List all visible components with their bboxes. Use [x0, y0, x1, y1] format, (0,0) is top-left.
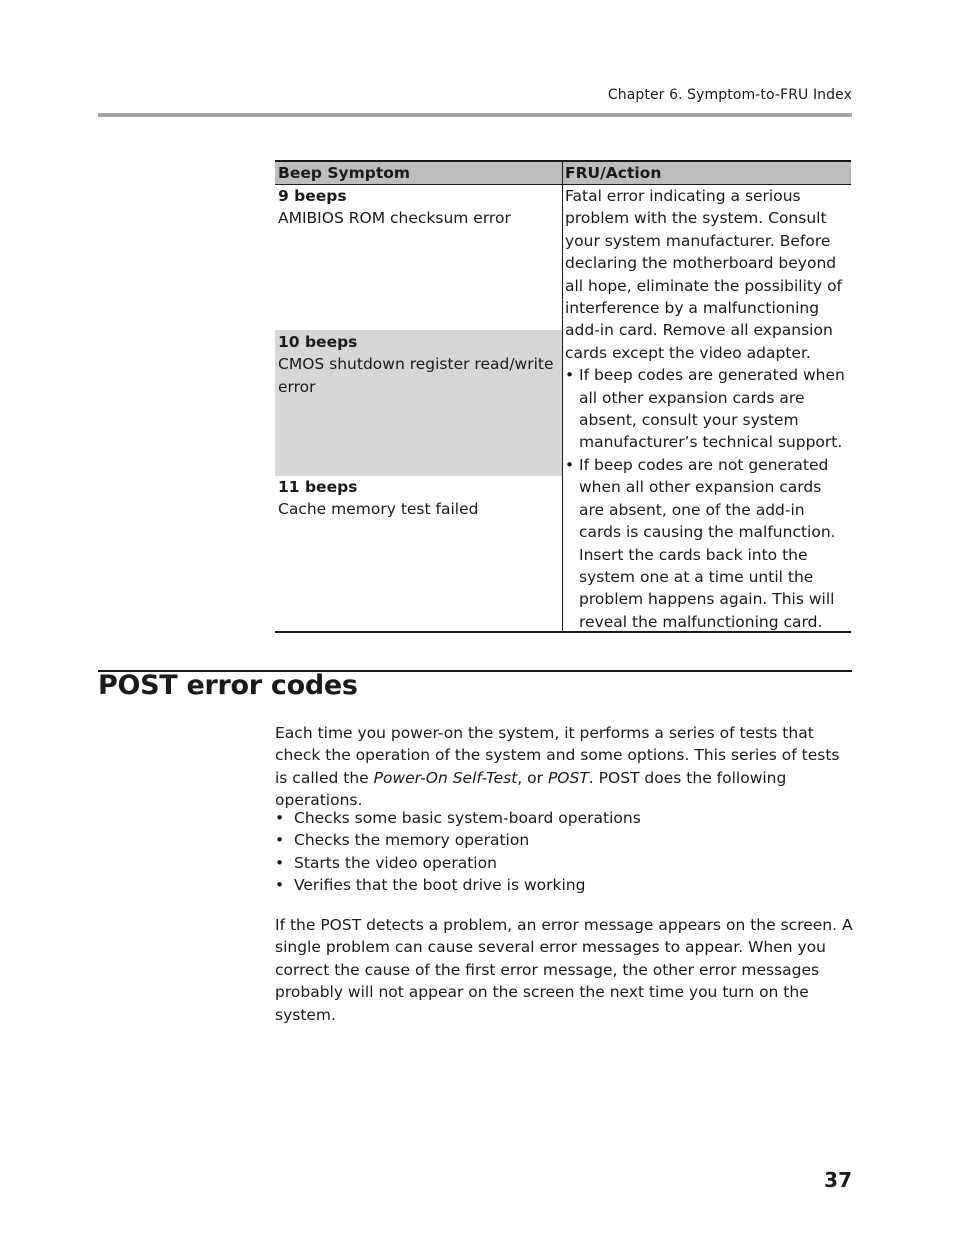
action-description: Fatal error indicating a serious problem with the system. Consult your system manufacturer. Before declaring the motherboard beyond all hope, eliminate the possibility of interference by a malfunctioning add-in card. Remove all expansion cards except the video adapter. — [565, 187, 843, 362]
table-row — [275, 185, 562, 330]
intro-text: , or — [517, 768, 548, 787]
list-item: • Checks some basic system-board operations — [275, 807, 641, 829]
table-row — [275, 476, 562, 622]
post-operations-list — [275, 807, 641, 897]
table-row — [275, 330, 562, 476]
intro-term-post: POST — [547, 768, 589, 787]
beep-symptom: CMOS shutdown register read/write error — [278, 355, 554, 396]
column-header-fru-action: FRU/Action — [565, 164, 662, 182]
beep-symptom-table — [275, 160, 851, 633]
list-item: • Starts the video operation — [275, 852, 641, 874]
beep-count: 10 beeps — [278, 333, 358, 351]
beep-symptom: Cache memory test failed — [278, 500, 479, 519]
list-item: • Checks the memory operation — [275, 829, 641, 851]
intro-term-power-on-self-test: Power-On Self-Test — [373, 768, 518, 787]
list-item: • If beep codes are not generated when all other expansion cards are absent, one of the add-in cards is causing the malfunction. Insert the cards back into the system one at a time until the problem happens again. This will reveal the malfunctioning card. — [565, 454, 849, 633]
fru-action-column — [563, 185, 851, 631]
list-item: • Verifies that the boot drive is working — [275, 874, 641, 896]
list-item: • If beep codes are generated when all other expansion cards are absent, consult your system manufacturer’s technical support. — [565, 364, 849, 454]
action-bullet-list — [565, 364, 849, 633]
running-header: Chapter 6. Symptom-to-FRU Index — [607, 87, 852, 103]
closing-paragraph: If the POST detects a problem, an error message appears on the screen. A single problem can cause several error messages to appear. When you correct the cause of the first error message, the other error messages probably will not appear on the screen the next time you turn on the system. — [275, 916, 853, 1024]
intro-text: Each time you power-on the system, it performs a series of tests that check the operation of the system and some options. This series of tests is called the — [275, 724, 840, 787]
beep-count: 11 beeps — [278, 478, 358, 496]
intro-text: . POST does the following operations. — [275, 768, 787, 810]
table-header-row — [275, 162, 851, 185]
beep-symptom-column — [275, 185, 563, 631]
page-number: 37 — [824, 1168, 852, 1192]
intro-paragraph — [275, 722, 855, 812]
beep-symptom: AMIBIOS ROM checksum error — [278, 209, 511, 228]
section-title: POST error codes — [98, 670, 358, 701]
beep-count: 9 beeps — [278, 187, 347, 205]
table-body — [275, 185, 851, 631]
header-rule — [98, 113, 852, 117]
column-header-beep-symptom: Beep Symptom — [275, 162, 563, 184]
